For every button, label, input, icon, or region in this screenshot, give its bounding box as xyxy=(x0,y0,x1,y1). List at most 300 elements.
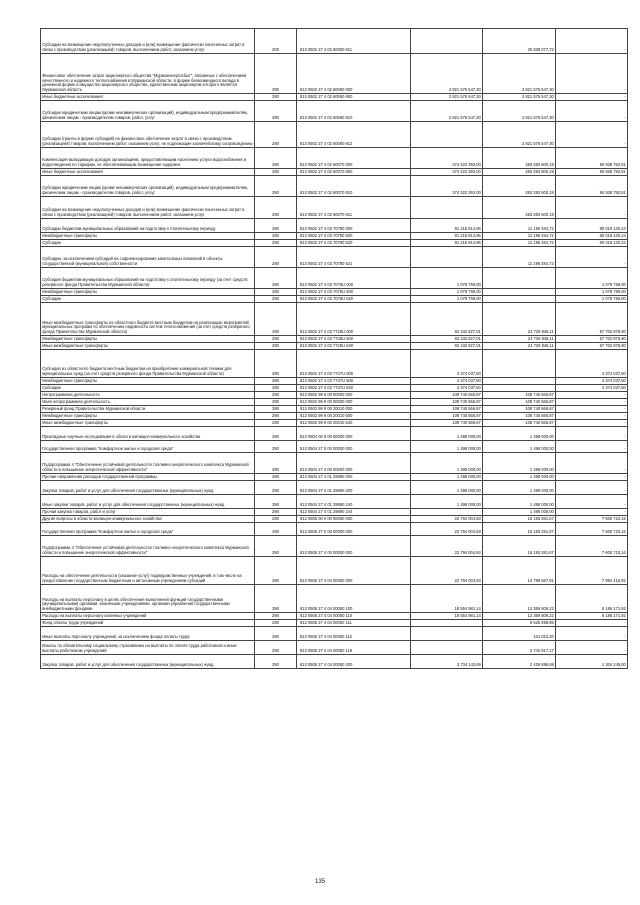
row-name-cell: Субсидии на возмещение недополученных доходов и (или) возмещение фактически понесенных затрат в связи с производством (реализацией) товаров, выполнением работ, оказанием услуг xyxy=(41,29,255,54)
row-kbk-cell: 813 0505 27 4 04 00050 112 xyxy=(297,627,411,641)
table-row xyxy=(41,54,628,94)
row-name-cell: Другие вопросы в области жилищно-коммунального хозяйства xyxy=(41,516,255,523)
row-code-cell: 290 xyxy=(255,399,297,406)
row-executed-cell: 283 383 600,19 xyxy=(483,176,556,197)
row-kbk-cell: 813 0504 27 4 01 29890 240 xyxy=(297,495,411,509)
row-kbk-cell: 813 0504 00 0 00 00000 000 xyxy=(297,427,411,441)
row-kbk-cell: 813 0504 27 0 00 00000 000 xyxy=(297,441,411,453)
row-approved-cell xyxy=(411,641,483,655)
row-executed-cell: 2 821 576 547,30 xyxy=(483,94,556,101)
table-row xyxy=(41,620,628,627)
row-name-cell: Иные бюджетные ассигнования xyxy=(41,94,255,101)
row-code-cell: 290 xyxy=(255,509,297,516)
row-remainder-cell: - xyxy=(556,441,628,453)
row-code-cell: 290 xyxy=(255,336,297,343)
row-approved-cell: 4 374 037,50 xyxy=(411,378,483,385)
row-remainder-cell: - xyxy=(556,453,628,474)
row-kbk-cell: 813 0502 27 4 03 7728U 540 xyxy=(297,343,411,350)
row-executed-cell: 1 498 000,00 xyxy=(483,474,556,481)
row-code-cell: 290 xyxy=(255,641,297,655)
row-remainder-cell: - xyxy=(556,474,628,481)
row-kbk-cell: 813 0502 27 4 02 60050 811 xyxy=(297,29,411,54)
row-kbk-cell: 813 0502 27 4 02 60070 810 xyxy=(297,176,411,197)
table-row xyxy=(41,474,628,481)
row-executed-cell: 14 799 587,91 xyxy=(483,557,556,585)
row-executed-cell: 15 193 281,67 xyxy=(483,536,556,557)
row-executed-cell xyxy=(483,350,556,378)
table-row xyxy=(41,378,628,385)
table-row xyxy=(41,509,628,516)
row-approved-cell xyxy=(411,627,483,641)
row-code-cell: 290 xyxy=(255,392,297,399)
row-executed-cell xyxy=(483,296,556,303)
row-name-cell: Прикладные научные исследования в области жилищно-коммунального хозяйства xyxy=(41,427,255,441)
row-name-cell: Иные бюджетные ассигнования xyxy=(41,169,255,176)
row-code-cell: 290 xyxy=(255,169,297,176)
row-approved-cell xyxy=(411,197,483,219)
row-remainder-cell: 4 374 037,50 xyxy=(556,385,628,392)
row-executed-cell: 2 742 917,17 xyxy=(483,641,556,655)
row-code-cell: 290 xyxy=(255,453,297,474)
row-code-cell: 290 xyxy=(255,54,297,94)
row-name-cell: Субсидии юридическим лицам (кроме некоммерческих организаций), индивидуальным предпринимателям, физическим лицам - производителям товаров, работ, услуг xyxy=(41,176,255,197)
row-name-cell: Иные закупки товаров, работ и услуг для обеспечения государственных (муниципальных) нужд xyxy=(41,495,255,509)
row-approved-cell: 1 498 000,00 xyxy=(411,481,483,495)
row-executed-cell: 2 821 576 547,30 xyxy=(483,54,556,94)
row-remainder-cell: - xyxy=(556,627,628,641)
row-kbk-cell: 813 0505 27 4 04 00050 100 xyxy=(297,585,411,613)
row-code-cell: 290 xyxy=(255,240,297,247)
row-kbk-cell: 813 0505 27 4 04 00050 110 xyxy=(297,613,411,620)
row-executed-cell: 283 383 600,19 xyxy=(483,197,556,219)
row-code-cell: 290 xyxy=(255,343,297,350)
row-name-cell: Прочие направления расходов государственной программы xyxy=(41,474,255,481)
row-kbk-cell: 813 0502 27 4 03 70780 520 xyxy=(297,240,411,247)
row-executed-cell: 24 729 848,11 xyxy=(483,336,556,343)
row-name-cell: Субсидия бюджетам муниципальных образований на подготовку к отопительному периоду (за счет средств резервного фонда Правительства Мурманской области) xyxy=(41,268,255,289)
row-code-cell: 290 xyxy=(255,385,297,392)
row-name-cell: Иные межбюджетные трансферты из областного бюджета местным бюджетам на реализацию мероприятий муниципальных программ по обеспечению надежности систем теплоснабжения (за счет средств резервного фонда Правительства Мурманской области) xyxy=(41,303,255,336)
table-row xyxy=(41,557,628,585)
table-row xyxy=(41,453,628,474)
row-approved-cell: 82 432 827,01 xyxy=(411,336,483,343)
row-approved-cell: 108 740 566,87 xyxy=(411,413,483,420)
row-name-cell: Прочая закупка товаров, работ и услуг xyxy=(41,509,255,516)
row-kbk-cell: 813 0502 27 4 03 70780 521 xyxy=(297,247,411,268)
row-code-cell: 290 xyxy=(255,481,297,495)
row-remainder-cell: 1 079 769,00 xyxy=(556,296,628,303)
table-row xyxy=(41,420,628,427)
row-executed-cell: 1 498 000,00 xyxy=(483,441,556,453)
row-code-cell: 290 xyxy=(255,427,297,441)
table-row xyxy=(41,148,628,169)
row-remainder-cell: - xyxy=(556,94,628,101)
row-code-cell: 290 xyxy=(255,420,297,427)
page-number: 135 xyxy=(314,879,325,885)
row-name-cell: Субсидии xyxy=(41,296,255,303)
row-remainder-cell: - xyxy=(556,641,628,655)
row-approved-cell: 108 740 566,87 xyxy=(411,420,483,427)
table-row xyxy=(41,385,628,392)
row-code-cell: 290 xyxy=(255,627,297,641)
row-name-cell: Межбюджетные трансферты xyxy=(41,289,255,296)
table-row xyxy=(41,427,628,441)
row-executed-cell xyxy=(483,378,556,385)
row-approved-cell: 108 740 566,87 xyxy=(411,399,483,406)
row-remainder-cell: 7 600 723,16 xyxy=(556,516,628,523)
row-kbk-cell: 813 0504 27 4 01 29890 200 xyxy=(297,481,411,495)
row-remainder-cell: 7 600 723,16 xyxy=(556,523,628,536)
table-row xyxy=(41,268,628,289)
row-kbk-cell: 813 0505 27 4 00 00000 000 xyxy=(297,536,411,557)
row-executed-cell: 1 498 000,00 xyxy=(483,427,556,441)
row-approved-cell: 1 498 000,00 xyxy=(411,495,483,509)
table-row xyxy=(41,406,628,413)
row-executed-cell: 283 383 600,19 xyxy=(483,148,556,169)
row-code-cell: 290 xyxy=(255,303,297,336)
row-approved-cell: 374 322 393,00 xyxy=(411,169,483,176)
row-name-cell: Межбюджетные трансферты xyxy=(41,336,255,343)
row-name-cell: Непрограммная деятельность xyxy=(41,392,255,399)
row-code-cell: 290 xyxy=(255,378,297,385)
row-executed-cell: 11 196 484,72 xyxy=(483,247,556,268)
table-row xyxy=(41,350,628,378)
row-code-cell: 290 xyxy=(255,585,297,613)
row-remainder-cell: 90 938 792,81 xyxy=(556,148,628,169)
row-remainder-cell: 7 600 723,16 xyxy=(556,536,628,557)
row-kbk-cell: 813 0502 27 4 02 60060 000 xyxy=(297,54,411,94)
row-name-cell: Взносы по обязательному социальному страхованию на выплаты по оплате труда работников и иные выплаты работникам учреждений xyxy=(41,641,255,655)
budget-table xyxy=(40,28,628,669)
row-approved-cell: 22 794 004,83 xyxy=(411,557,483,585)
row-code-cell: 290 xyxy=(255,94,297,101)
row-kbk-cell: 813 0502 27 4 03 70780 000 xyxy=(297,219,411,233)
table-row xyxy=(41,536,628,557)
row-kbk-cell: 813 0505 27 4 04 00050 111 xyxy=(297,620,411,627)
row-remainder-cell: 57 702 978,90 xyxy=(556,303,628,336)
row-name-cell: Иные выплаты персоналу учреждений, за исключением фонда оплаты труда xyxy=(41,627,255,641)
row-approved-cell: 18 554 981,14 xyxy=(411,585,483,613)
row-kbk-cell: 813 0502 27 4 02 60060 813 xyxy=(297,122,411,148)
row-name-cell: Государственная программа "Комфортное жилье и городская среда" xyxy=(41,441,255,453)
row-remainder-cell: 6 185 171,92 xyxy=(556,585,628,613)
row-remainder-cell: 4 374 037,50 xyxy=(556,350,628,378)
row-executed-cell: 2 429 898,69 xyxy=(483,655,556,669)
row-executed-cell: 24 729 848,11 xyxy=(483,303,556,336)
row-executed-cell: 108 740 566,87 xyxy=(483,406,556,413)
row-executed-cell xyxy=(483,289,556,296)
row-name-cell: Субсидии на возмещение недополученных доходов и (или) возмещение фактически понесенных затрат в связи с производством (реализацией) товаров, выполнением работ, оказанием услуг xyxy=(41,197,255,219)
row-executed-cell: 1 498 000,00 xyxy=(483,495,556,509)
row-kbk-cell: 813 0502 27 4 02 60060 810 xyxy=(297,101,411,122)
row-kbk-cell: 813 0504 27 4 01 29890 000 xyxy=(297,474,411,481)
row-executed-cell: 101 023,20 xyxy=(483,627,556,641)
row-approved-cell: 91 215 814,96 xyxy=(411,233,483,240)
row-approved-cell: 1 498 000,00 xyxy=(411,453,483,474)
row-code-cell: 290 xyxy=(255,268,297,289)
row-name-cell: Межбюджетные трансферты xyxy=(41,378,255,385)
row-code-cell: 290 xyxy=(255,406,297,413)
row-executed-cell: 11 196 484,72 xyxy=(483,240,556,247)
table-row xyxy=(41,296,628,303)
row-kbk-cell: 813 0502 27 4 02 60060 800 xyxy=(297,94,411,101)
table-row xyxy=(41,516,628,523)
row-name-cell: Иные межбюджетные трансферты xyxy=(41,343,255,350)
row-code-cell: 290 xyxy=(255,495,297,509)
row-name-cell: Закупка товаров, работ и услуг для обеспечения государственных (муниципальных) нужд xyxy=(41,655,255,669)
row-approved-cell xyxy=(411,29,483,54)
row-kbk-cell: 813 0502 27 4 03 7737U 520 xyxy=(297,385,411,392)
row-remainder-cell: - xyxy=(556,392,628,399)
table-row xyxy=(41,240,628,247)
row-remainder-cell: 1 304 245,00 xyxy=(556,655,628,669)
row-kbk-cell: 813 0502 99 9 00 20010 540 xyxy=(297,420,411,427)
row-kbk-cell: 813 0502 99 0 00 00000 000 xyxy=(297,392,411,399)
row-kbk-cell: 813 0502 27 4 03 7737U 000 xyxy=(297,350,411,378)
row-code-cell: 290 xyxy=(255,176,297,197)
row-code-cell: 290 xyxy=(255,289,297,296)
row-approved-cell: 2 821 576 547,30 xyxy=(411,54,483,94)
row-remainder-cell: - xyxy=(556,247,628,268)
row-executed-cell: 15 193 281,67 xyxy=(483,516,556,523)
row-code-cell: 290 xyxy=(255,197,297,219)
row-name-cell: Компенсация выпадающих доходов организациям, предоставляющим населению услуги водоснабжения и водоотведения по тарифам, не обеспечивающим возмещение издержек xyxy=(41,148,255,169)
table-row xyxy=(41,233,628,240)
row-kbk-cell: 813 0502 27 4 03 7728U 500 xyxy=(297,336,411,343)
row-approved-cell: 108 740 566,87 xyxy=(411,392,483,399)
row-name-cell: Субсидия из областного бюджета местным бюджетам на приобретение коммунальной техники для муниципальных нужд (за счет средств резервного фонда Правительства Мурманской области) xyxy=(41,350,255,378)
row-approved-cell: 22 794 004,83 xyxy=(411,536,483,557)
table-row xyxy=(41,336,628,343)
row-kbk-cell: 813 0502 99 9 00 00000 000 xyxy=(297,399,411,406)
row-approved-cell: 22 794 004,83 xyxy=(411,516,483,523)
row-kbk-cell: 813 0505 00 0 00 00000 000 xyxy=(297,516,411,523)
row-kbk-cell: 813 0502 99 9 00 20010 500 xyxy=(297,413,411,420)
row-name-cell: Субсидии xyxy=(41,240,255,247)
row-executed-cell: 108 740 566,87 xyxy=(483,399,556,406)
row-remainder-cell: - xyxy=(556,399,628,406)
table-row xyxy=(41,169,628,176)
row-code-cell: 290 xyxy=(255,516,297,523)
table-row xyxy=(41,94,628,101)
row-remainder-cell: - xyxy=(556,413,628,420)
row-name-cell: Расходы на обеспечение деятельности (оказание услуг) подведомственных учреждений, в том числе на предоставление государственным бюджетным и автономным учреждениям субсидий xyxy=(41,557,255,585)
table-row xyxy=(41,29,628,54)
row-name-cell: Подпрограмма 4 "Обеспечение устойчивой деятельности топливно-энергетического комплекса Мурманской области и повышение энергетической эффективности" xyxy=(41,453,255,474)
row-name-cell: Подпрограмма 4 "Обеспечение устойчивой деятельности топливно-энергетического комплекса Мурманской области и повышение энергетической эффективности" xyxy=(41,536,255,557)
row-name-cell: Межбюджетные трансферты xyxy=(41,413,255,420)
row-name-cell: Субсидии юридическим лицам (кроме некоммерческих организаций), индивидуальным предпринимателям, физическим лицам - производителям товаров, работ, услуг xyxy=(41,101,255,122)
row-approved-cell: 108 740 566,87 xyxy=(411,406,483,413)
row-executed-cell: 15 193 281,67 xyxy=(483,523,556,536)
row-name-cell: Субсидии xyxy=(41,385,255,392)
row-kbk-cell: 813 0505 27 4 04 00050 200 xyxy=(297,655,411,669)
row-approved-cell xyxy=(411,509,483,516)
row-remainder-cell: - xyxy=(556,420,628,427)
row-kbk-cell: 813 0505 27 0 00 00000 000 xyxy=(297,523,411,536)
row-executed-cell xyxy=(483,268,556,289)
row-approved-cell: 1 498 000,00 xyxy=(411,427,483,441)
row-kbk-cell: 813 0505 27 4 04 00050 119 xyxy=(297,641,411,655)
row-remainder-cell: 7 994 416,92 xyxy=(556,557,628,585)
row-executed-cell: 108 740 566,87 xyxy=(483,413,556,420)
row-executed-cell: 25 838 077,72 xyxy=(483,29,556,54)
row-approved-cell: 4 374 037,50 xyxy=(411,350,483,378)
row-name-cell: Финансовое обеспечение затрат акционерного общества "Мурманэнергосбыт", связанных с обеспечением качественного и надежного теплоснабжения в Мурманской области, в форме безвозмездного вклада в денежной форме в имущество акционерного общества, единственным акционером которого является Мурманская область xyxy=(41,54,255,94)
row-name-cell: Иные межбюджетные трансферты xyxy=(41,420,255,427)
table-row xyxy=(41,392,628,399)
row-approved-cell xyxy=(411,247,483,268)
table-row xyxy=(41,627,628,641)
row-executed-cell: 1 498 000,00 xyxy=(483,453,556,474)
row-code-cell: 290 xyxy=(255,233,297,240)
row-executed-cell: 108 740 566,87 xyxy=(483,392,556,399)
row-code-cell: 290 xyxy=(255,122,297,148)
row-code-cell: 290 xyxy=(255,296,297,303)
table-row xyxy=(41,641,628,655)
row-kbk-cell: 813 0502 27 4 03 7728U 000 xyxy=(297,303,411,336)
table-row xyxy=(41,343,628,350)
row-name-cell: Расходы на выплаты персоналу в целях обеспечения выполнения функций государственными (муниципальными) органами, казенными учреждениями, органами управления государственными внебюджетными фондами xyxy=(41,585,255,613)
row-kbk-cell: 813 0505 27 4 04 00050 000 xyxy=(297,557,411,585)
row-executed-cell: 2 821 576 547,30 xyxy=(483,122,556,148)
row-remainder-cell: 6 185 171,92 xyxy=(556,613,628,620)
table-row xyxy=(41,441,628,453)
row-approved-cell xyxy=(411,620,483,627)
row-executed-cell: 283 383 600,19 xyxy=(483,169,556,176)
row-approved-cell: 374 322 393,00 xyxy=(411,148,483,169)
row-kbk-cell: 813 0504 27 4 00 00000 000 xyxy=(297,453,411,474)
row-approved-cell: 82 432 827,01 xyxy=(411,343,483,350)
row-kbk-cell: 813 0502 27 4 03 7078U 000 xyxy=(297,268,411,289)
row-name-cell: Субсидии (гранты в форме субсидий) на финансовое обеспечение затрат в связи с производством (реализацией) товаров, выполнением работ, оказанием услуг, не подлежащие казначейскому сопровождению xyxy=(41,122,255,148)
table-row xyxy=(41,303,628,336)
row-approved-cell: 1 079 769,00 xyxy=(411,268,483,289)
row-remainder-cell: - xyxy=(556,509,628,516)
row-code-cell: 290 xyxy=(255,523,297,536)
row-remainder-cell: 57 702 978,90 xyxy=(556,336,628,343)
row-executed-cell: 1 498 000,00 xyxy=(483,509,556,516)
row-approved-cell: 1 079 769,00 xyxy=(411,289,483,296)
table-row xyxy=(41,289,628,296)
row-name-cell: Фонд оплаты труда учреждений xyxy=(41,620,255,627)
row-code-cell: 290 xyxy=(255,350,297,378)
row-code-cell: 290 xyxy=(255,536,297,557)
row-approved-cell: 4 374 037,50 xyxy=(411,385,483,392)
row-approved-cell: 2 821 576 547,30 xyxy=(411,101,483,122)
row-code-cell: 290 xyxy=(255,557,297,585)
row-kbk-cell: 813 0502 99 9 00 20010 000 xyxy=(297,406,411,413)
row-name-cell: Государственная программа "Комфортное жилье и городская среда" xyxy=(41,523,255,536)
row-remainder-cell: 1 079 769,00 xyxy=(556,268,628,289)
row-executed-cell xyxy=(483,385,556,392)
table-row xyxy=(41,413,628,420)
row-remainder-cell: - xyxy=(556,29,628,54)
table-row xyxy=(41,101,628,122)
row-approved-cell: 18 554 981,14 xyxy=(411,613,483,620)
row-remainder-cell: - xyxy=(556,54,628,94)
table-row xyxy=(41,481,628,495)
row-executed-cell: 9 525 868,85 xyxy=(483,620,556,627)
row-remainder-cell: - xyxy=(556,427,628,441)
table-row xyxy=(41,585,628,613)
table-row xyxy=(41,495,628,509)
row-kbk-cell: 813 0502 27 4 03 70780 500 xyxy=(297,233,411,240)
row-executed-cell: 11 196 484,72 xyxy=(483,219,556,233)
row-approved-cell: 2 821 576 547,30 xyxy=(411,94,483,101)
row-kbk-cell: 813 0502 27 4 02 60070 000 xyxy=(297,148,411,169)
row-code-cell: 290 xyxy=(255,655,297,669)
budget-execution-sheet xyxy=(40,28,627,669)
row-remainder-cell: - xyxy=(556,495,628,509)
row-code-cell: 290 xyxy=(255,441,297,453)
row-name-cell: Субсидии, за исключением субсидий на софинансирование капитальных вложений в объекты государственной (муниципальной) собственности xyxy=(41,247,255,268)
table-row xyxy=(41,655,628,669)
row-approved-cell: 1 079 769,00 xyxy=(411,296,483,303)
row-approved-cell: 91 215 814,96 xyxy=(411,219,483,233)
row-name-cell: Закупка товаров, работ и услуг для обеспечения государственных (муниципальных) нужд xyxy=(41,481,255,495)
table-row xyxy=(41,176,628,197)
budget-table-body xyxy=(41,29,628,669)
row-remainder-cell: - xyxy=(556,406,628,413)
row-approved-cell xyxy=(411,122,483,148)
row-kbk-cell: 813 0502 27 4 02 60070 800 xyxy=(297,169,411,176)
table-row xyxy=(41,399,628,406)
row-remainder-cell: - xyxy=(556,101,628,122)
row-remainder-cell: 80 019 130,24 xyxy=(556,219,628,233)
row-executed-cell: 1 498 000,00 xyxy=(483,481,556,495)
row-code-cell: 290 xyxy=(255,101,297,122)
row-code-cell: 290 xyxy=(255,247,297,268)
row-remainder-cell: - xyxy=(556,620,628,627)
row-approved-cell: 374 322 393,00 xyxy=(411,176,483,197)
row-kbk-cell: 813 0502 27 4 03 7737U 500 xyxy=(297,378,411,385)
row-code-cell: 290 xyxy=(255,219,297,233)
row-executed-cell: 12 369 809,22 xyxy=(483,585,556,613)
row-approved-cell: 82 432 827,01 xyxy=(411,303,483,336)
table-row xyxy=(41,613,628,620)
row-remainder-cell: - xyxy=(556,122,628,148)
row-name-cell: Расходы на выплаты персоналу казенных учреждений xyxy=(41,613,255,620)
row-kbk-cell: 813 0502 27 4 03 7078U 500 xyxy=(297,289,411,296)
row-name-cell: Резервный фонд Правительства Мурманской области xyxy=(41,406,255,413)
row-remainder-cell: 90 938 792,81 xyxy=(556,169,628,176)
row-approved-cell: 22 794 004,83 xyxy=(411,523,483,536)
row-remainder-cell: - xyxy=(556,481,628,495)
row-code-cell: 290 xyxy=(255,413,297,420)
row-code-cell: 290 xyxy=(255,613,297,620)
row-remainder-cell: 1 079 769,00 xyxy=(556,289,628,296)
row-code-cell: 290 xyxy=(255,474,297,481)
row-code-cell: 290 xyxy=(255,620,297,627)
row-approved-cell: 91 215 814,96 xyxy=(411,240,483,247)
row-executed-cell: 11 196 484,72 xyxy=(483,233,556,240)
row-code-cell: 290 xyxy=(255,148,297,169)
row-name-cell: Иная непрограммная деятельность xyxy=(41,399,255,406)
row-remainder-cell: 4 374 037,50 xyxy=(556,378,628,385)
row-kbk-cell: 813 0502 27 4 02 60070 811 xyxy=(297,197,411,219)
row-executed-cell: 108 740 566,87 xyxy=(483,420,556,427)
row-remainder-cell: 80 019 130,24 xyxy=(556,233,628,240)
row-remainder-cell: 80 019 130,24 xyxy=(556,240,628,247)
row-code-cell: 200 xyxy=(255,29,297,54)
table-row xyxy=(41,219,628,233)
table-row xyxy=(41,523,628,536)
row-kbk-cell: 813 0504 27 4 01 29890 244 xyxy=(297,509,411,516)
row-executed-cell: 12 369 809,22 xyxy=(483,613,556,620)
row-approved-cell: 3 734 143,69 xyxy=(411,655,483,669)
table-row xyxy=(41,247,628,268)
